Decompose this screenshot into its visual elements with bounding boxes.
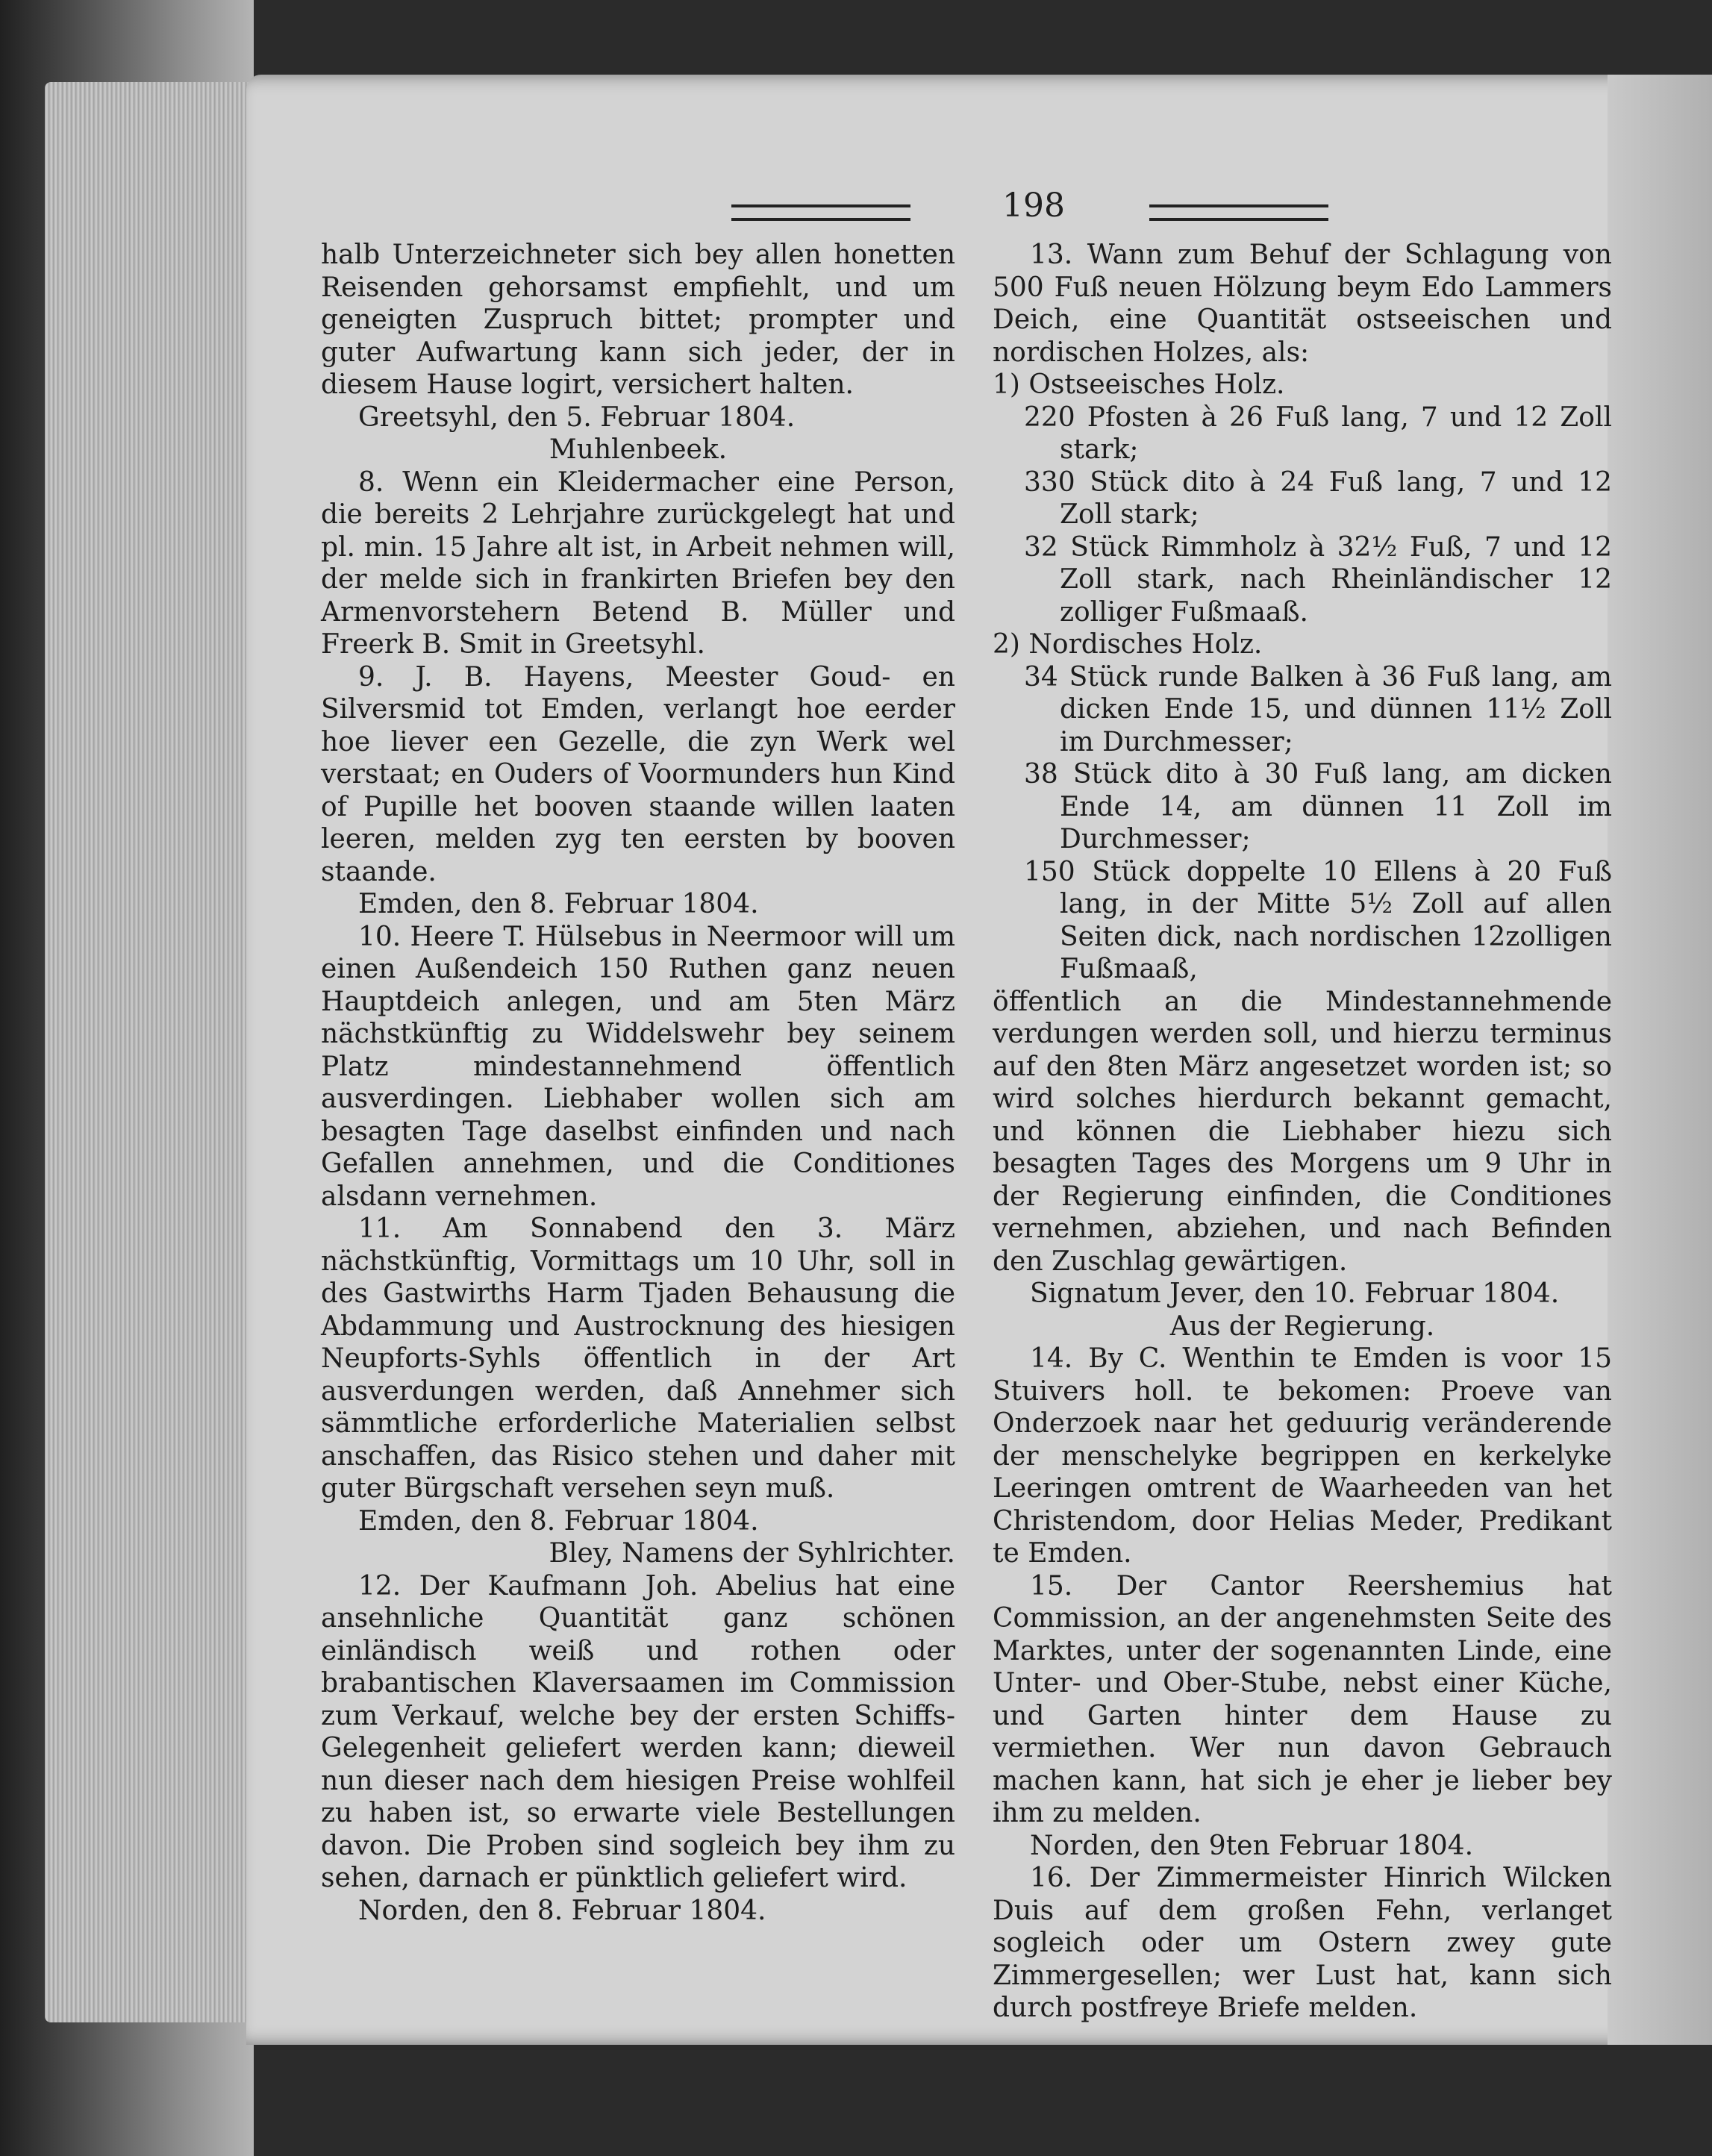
page-header bbox=[731, 187, 1343, 231]
list-item: 34 Stück runde Balken à 36 Fuß lang, am dicken Ende 15, und dünnen 11½ Zoll im Durchmesser; bbox=[1024, 661, 1612, 757]
signature: Bley, Namens der Syhlrichter. bbox=[549, 1538, 955, 1569]
list-item: 38 Stück dito à 30 Fuß lang, am dicken Ende 14, am dünnen 11 Zoll im Durchmesser; bbox=[1024, 759, 1612, 854]
right-column bbox=[993, 239, 1612, 2025]
signature: Aus der Regierung. bbox=[1169, 1310, 1435, 1342]
facing-page-edge bbox=[1608, 75, 1712, 2045]
list-item: 150 Stück doppelte 10 Ellens à 20 Fuß lang, in der Mitte 5½ Zoll auf allen Seiten dick, nach nordischen 12zolligen Fußmaaß, bbox=[1024, 856, 1612, 984]
place-date: Greetsyhl, den 5. Februar 1804. bbox=[358, 401, 796, 433]
page-number: 198 bbox=[1002, 187, 1065, 225]
list-item: 32 Stück Rimmholz à 32½ Fuß, 7 und 12 Zoll stark, nach Rheinländischer 12 zolliger Fußmaaß. bbox=[1024, 531, 1612, 628]
left-column bbox=[321, 239, 955, 1927]
place-date: Norden, den 9ten Februar 1804. bbox=[1030, 1830, 1474, 1861]
notice-13: 13. Wann zum Behuf der Schlagung von 500 Fuß neuen Hölzung beym Edo Lammers Deich, eine Quantität ostseeischen und nordischen Holzes, als: bbox=[993, 240, 1612, 368]
place-date: Emden, den 8. Februar 1804. bbox=[358, 1505, 759, 1537]
notice-12: 12. Der Kaufmann Joh. Abelius hat eine ansehnliche Quantität ganz schönen einländisch weiß und rothen oder brabantischen Klaversaamen im Commission zum Verkauf, welche bey der ersten Schiffs-Gelegenheit geliefert werden kann; dieweil nun dieser nach dem hiesigen Preise wohlfeil zu haben ist, so erwarte viele Bestellungen davon. Die Proben sind sogleich bey ihm zu sehen, darnach er pünktlich geliefert wird. bbox=[321, 1570, 955, 1893]
header-rule-right bbox=[1149, 204, 1328, 221]
notice-11: 11. Am Sonnabend den 3. März nächstkünftig, Vormittags um 10 Uhr, soll in des Gastwirths Harm Tjaden Behausung die Abdammung und Austrocknung des hiesigen Neupforts-Syhls öffentlich in der Art ausverdungen werden, daß Annehmer sich sämmtliche erforderliche Materialien selbst anschaffen, das Risico stehen und daher mit guter Bürgschaft versehen seyn muß. bbox=[321, 1213, 955, 1504]
header-rule-left bbox=[731, 204, 910, 221]
notice-14: 14. By C. Wenthin te Emden is voor 15 Stuivers holl. te bekomen: Proeve van Onderzoek naar het geduurig veränderende der menschelyke begrippen en kerkelyke Leeringen omtrent de Waarheeden van het Christendom, door Helias Meder, Predikant te Emden. bbox=[993, 1343, 1612, 1569]
list-item: 220 Pfosten à 26 Fuß lang, 7 und 12 Zoll stark; bbox=[1024, 401, 1612, 465]
notice-16: 16. Der Zimmermeister Hinrich Wilcken Duis auf dem großen Fehn, verlanget sogleich oder um Ostern zwey gute Zimmergesellen; wer Lust hat, kann sich durch postfreye Briefe melden. bbox=[993, 1863, 1612, 2023]
place-date: Signatum Jever, den 10. Februar 1804. bbox=[1030, 1278, 1560, 1309]
notice-9: 9. J. B. Hayens, Meester Goud- en Silversmid tot Emden, verlangt hoe eerder hoe liever een Gezelle, die zyn Werk wel verstaat; en Ouders of Voormunders hun Kind of Pupille het booven staande willen laaten leeren, melden zyg ten eersten by booven staande. bbox=[321, 661, 955, 887]
list-heading: 2) Nordisches Holz. bbox=[993, 629, 1263, 660]
notice-10: 10. Heere T. Hülsebus in Neermoor will um einen Außendeich 150 Ruthen ganz neuen Hauptdeich anlegen, und am 5ten März nächstkünftig zu Widdelswehr bey seinem Platz mindestannehmend öffentlich ausverdingen. Liebhaber wollen sich am besagten Tage daselbst einfinden und nach Gefallen annehmen, und die Conditiones alsdann vernehmen. bbox=[321, 921, 955, 1212]
paragraph: halb Unterzeichneter sich bey allen honetten Reisenden gehorsamst empfiehlt, und um geneigten Zuspruch bittet; prompter und guter Aufwartung kann sich jeder, der in diesem Hause logirt, versichert halten. bbox=[321, 240, 955, 400]
place-date: Norden, den 8. Februar 1804. bbox=[358, 1895, 766, 1926]
page-stack-edge bbox=[45, 82, 261, 2022]
signature: Muhlenbeek. bbox=[549, 434, 728, 465]
list-item: 330 Stück dito à 24 Fuß lang, 7 und 12 Zoll stark; bbox=[1024, 466, 1612, 530]
list-heading: 1) Ostseeisches Holz. bbox=[993, 369, 1285, 400]
place-date: Emden, den 8. Februar 1804. bbox=[358, 889, 759, 919]
paragraph: öffentlich an die Mindestannehmende verdungen werden soll, und hierzu terminus auf den 8ten März angesetzet worden ist; so wird solches hierdurch bekannt gemacht, und können die Liebhaber hiezu sich besagten Tages des Morgens um 9 Uhr in der Regierung einfinden, die Conditiones vernehmen, abziehen, und nach Befinden den Zuschlag gewärtigen. bbox=[993, 986, 1612, 1277]
notice-8: 8. Wenn ein Kleidermacher eine Person, die bereits 2 Lehrjahre zurückgelegt hat und pl. min. 15 Jahre alt ist, in Arbeit nehmen will, der melde sich in frankirten Briefen bey den Armenvorstehern Betend B. Müller und Freerk B. Smit in Greetsyhl. bbox=[321, 466, 955, 660]
book-page bbox=[246, 75, 1712, 2045]
notice-15: 15. Der Cantor Reershemius hat Commission, an der angenehmsten Seite des Marktes, unter der sogenannten Linde, eine Unter- und Ober-Stube, nebst einer Küche, und Garten hinter dem Hause zu vermiethen. Wer nun davon Gebrauch machen kann, hat sich je eher je lieber bey ihm zu melden. bbox=[993, 1570, 1612, 1828]
